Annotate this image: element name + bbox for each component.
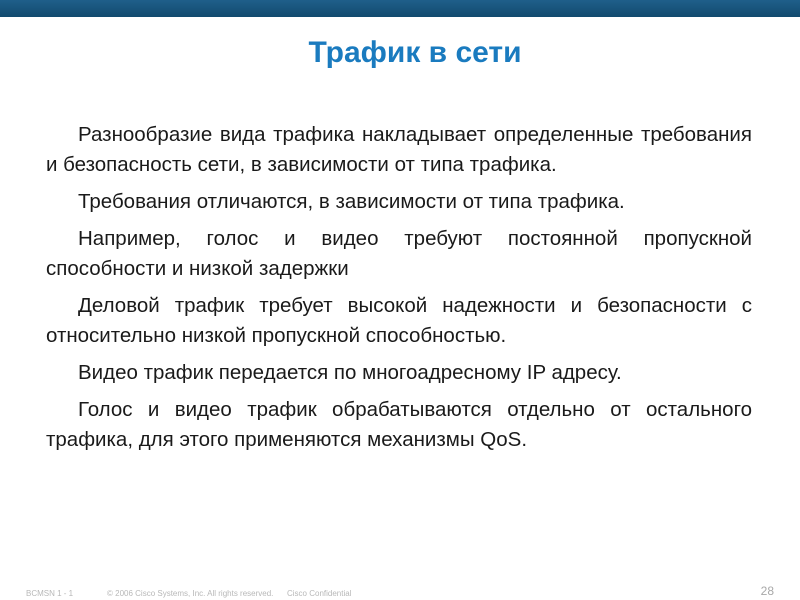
footer-confidential: Cisco Confidential [287,589,352,598]
page-number: 28 [760,584,774,598]
footer-copyright: © 2006 Cisco Systems, Inc. All rights reserved. [107,589,274,598]
paragraph-business-traffic: Деловой трафик требует высокой надежности и безопасности с относительно низкой пропускной способностью. [46,294,752,347]
paragraph-voice-video: Например, голос и видео требуют постоянной пропускной способности и низкой задержки [46,227,752,280]
paragraph-qos: Голос и видео трафик обрабатываются отдельно от остального трафика, для этого применяются механизмы QoS. [46,398,752,451]
footer-course-code: BCMSN 1 - 1 [26,589,74,598]
slide-footer [0,583,800,600]
slide-title: Трафик в сети [308,36,522,69]
top-banner [0,0,800,17]
paragraph-video-multicast: Видео трафик передается по многоадресному IP адресу. [78,361,622,384]
slide-body [46,120,752,462]
paragraph-traffic-variety: Разнообразие вида трафика накладывает определенные требования и безопасность сети, в зависимости от типа трафика. [46,123,752,176]
paragraph-requirements: Требования отличаются, в зависимости от типа трафика. [78,190,625,213]
